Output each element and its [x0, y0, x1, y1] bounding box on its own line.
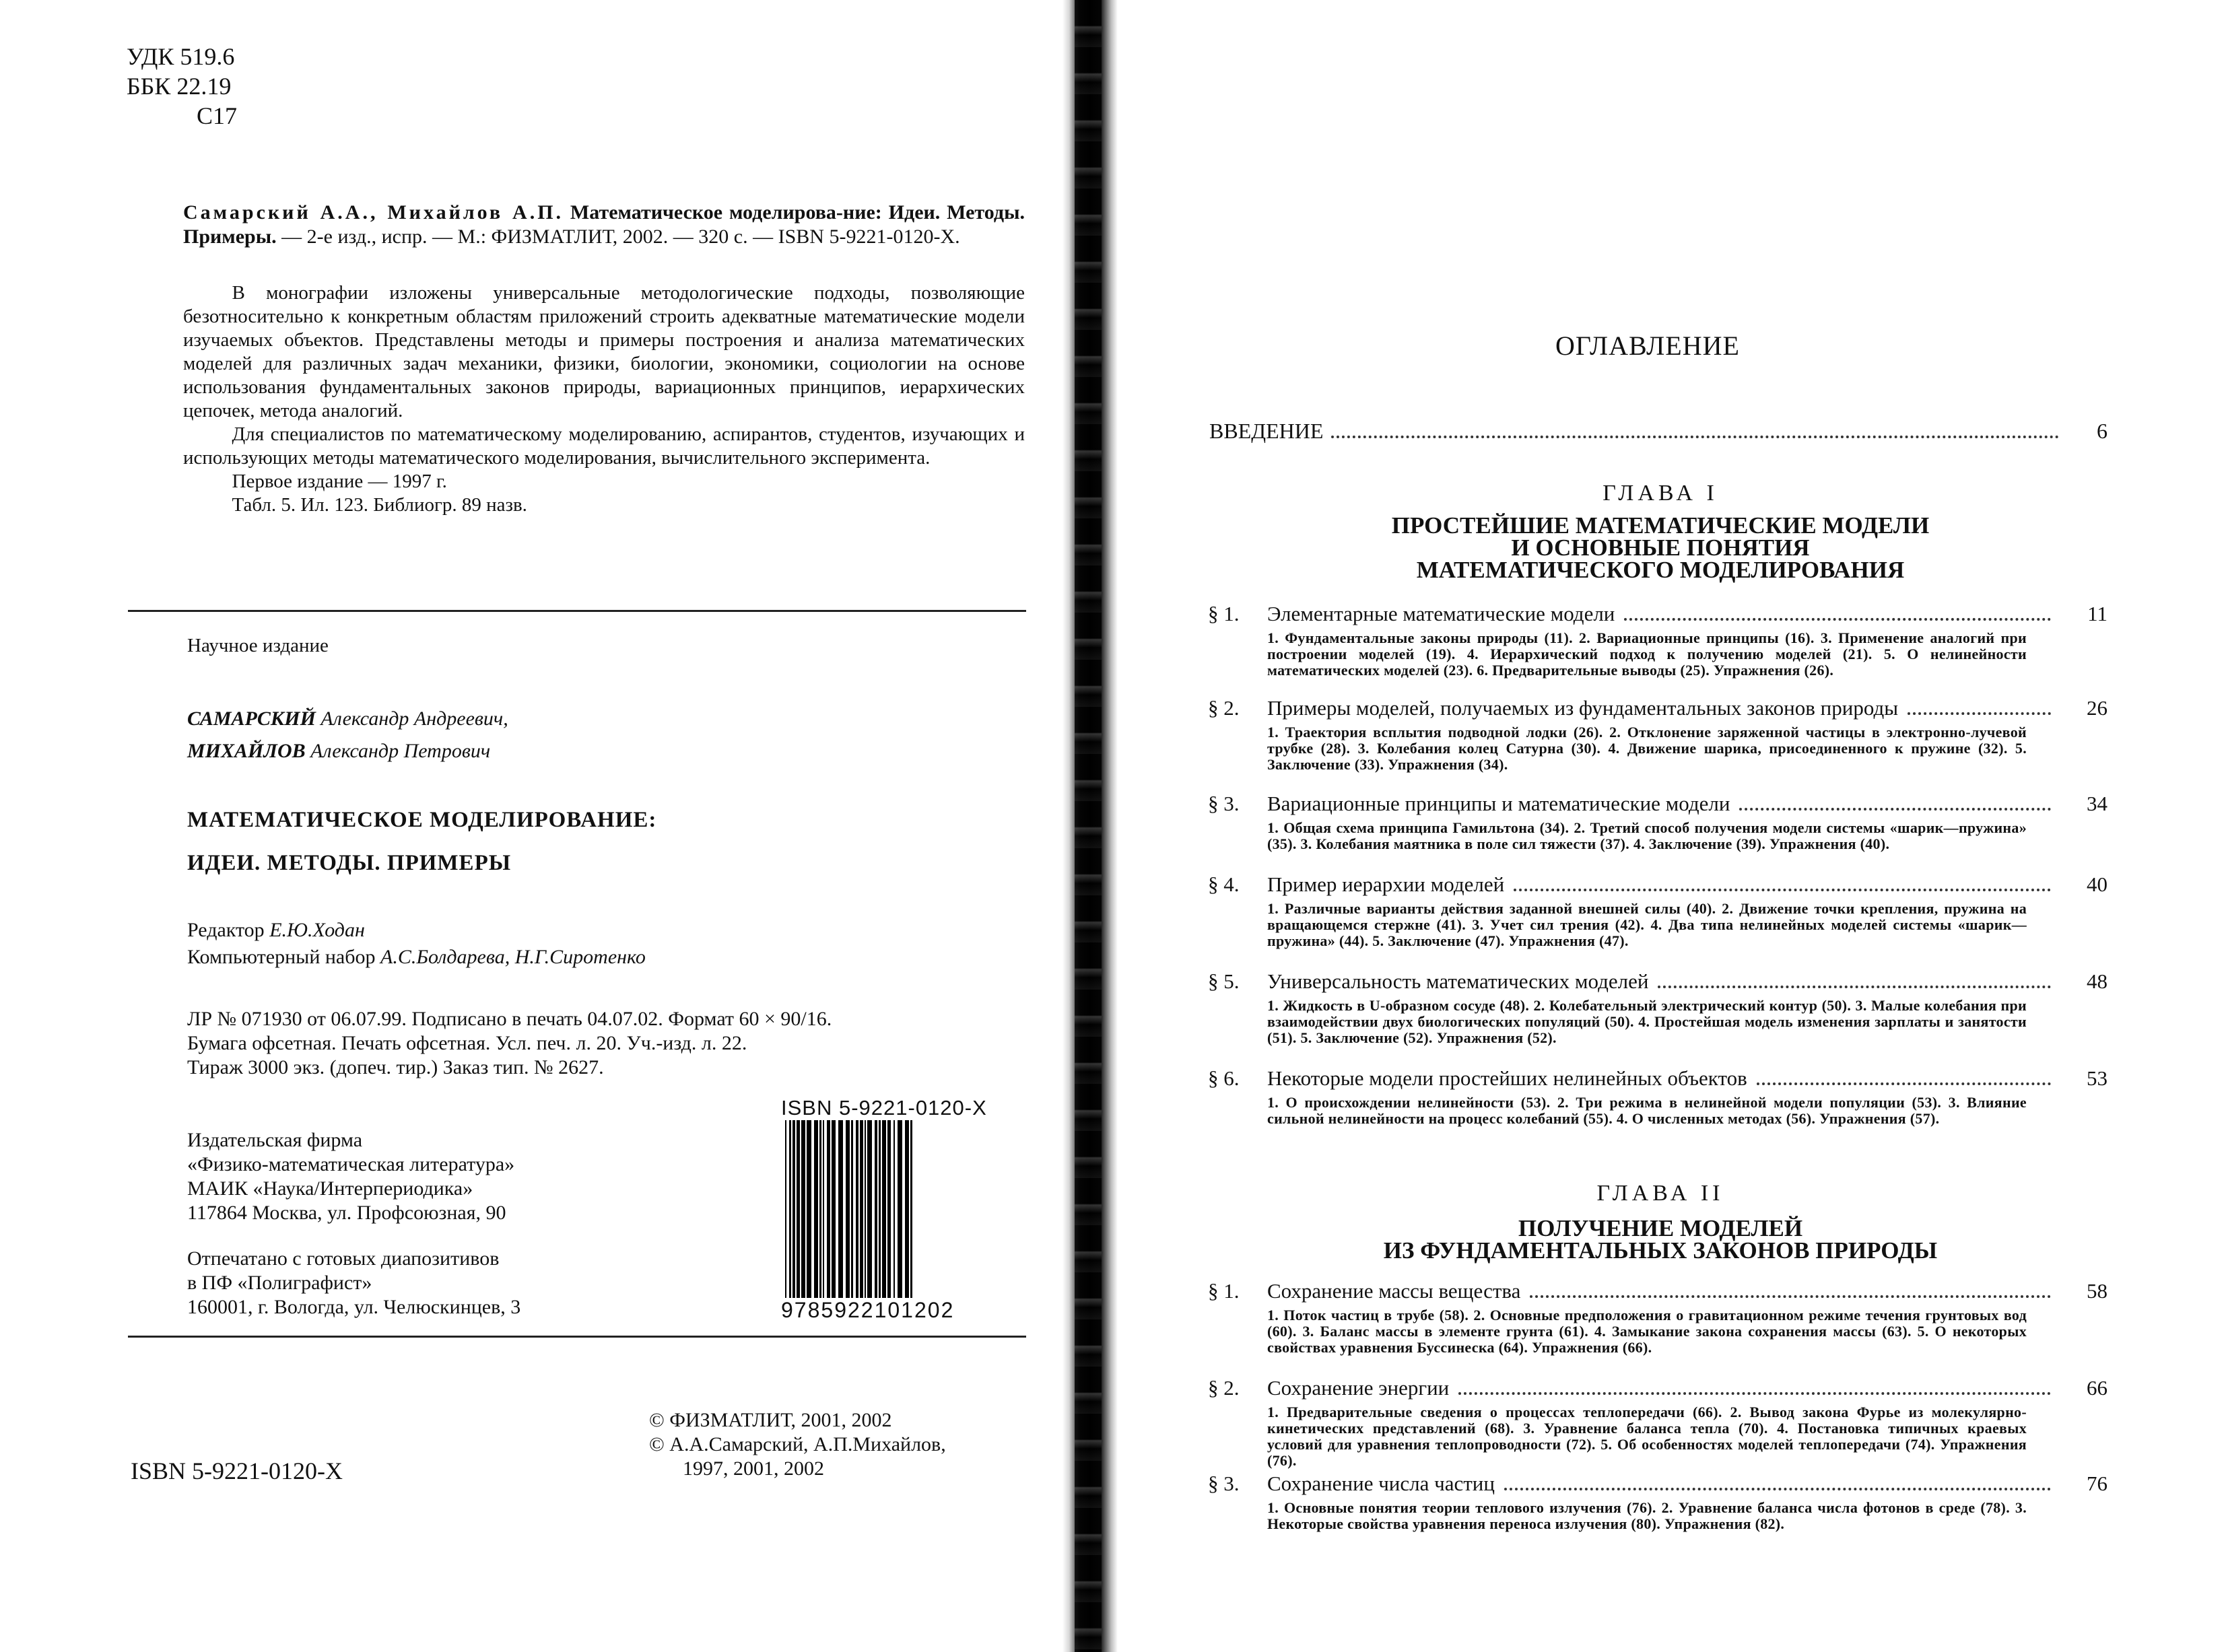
typeset-names: А.С.Болдарева, Н.Г.Сиротенко	[380, 946, 646, 968]
barcode-bar	[807, 1120, 811, 1298]
barcode-bar	[832, 1120, 836, 1298]
chapter-title-line: И ОСНОВНЫЕ ПОНЯТИЯ	[1511, 535, 1810, 561]
copyright-line: 1997, 2001, 2002	[683, 1457, 824, 1480]
author-1-surname: САМАРСКИЙ	[187, 708, 316, 730]
toc-section[interactable]	[1208, 1066, 2107, 1091]
toc-section[interactable]	[1208, 1376, 2107, 1400]
toc-section[interactable]	[1208, 1472, 2107, 1496]
section-subitems: 1. Различные варианты действия заданной внешней силы (40). 2. Движение точки крепления, пружина на вращающемся стержне (41). 3. Учет сил трения (42). 4. Два типа нелинейных моделей системы «шарик—пружина» (44). 5. Заключение (47). Упражнения (47).	[1267, 900, 2027, 949]
bibliographic-description	[183, 201, 1025, 249]
printer-line: 160001, г. Вологда, ул. Челюскинцев, 3	[187, 1296, 521, 1318]
barcode-bar	[875, 1120, 877, 1298]
barcode-bar	[823, 1120, 824, 1298]
edition-type: Научное издание	[187, 635, 329, 656]
book-spine-shadow	[1075, 0, 1102, 1652]
barcode-isbn: ISBN 5-9221-0120-X	[781, 1096, 987, 1120]
printer-block	[187, 1247, 520, 1319]
toc-intro-label: ВВЕДЕНИЕ	[1209, 419, 1324, 443]
first-edition: Первое издание — 1997 г.	[232, 471, 447, 492]
toc-page-number: 53	[2087, 1066, 2107, 1090]
author-2	[187, 735, 508, 767]
section-number: § 3.	[1208, 1472, 1240, 1495]
barcode-number: 9785922101202	[781, 1298, 955, 1322]
biblio-title: Математическое моделирова-ние: Идеи. Методы. Примеры.	[183, 201, 1025, 248]
isbn: ISBN 5-9221-0120-X	[131, 1457, 343, 1484]
barcode-bar	[882, 1120, 886, 1298]
bbk-code: ББК 22.19	[127, 73, 232, 100]
section-title: Примеры моделей, получаемых из фундаментальных законов природы	[1267, 696, 1899, 720]
publisher-line: МАИК «Наука/Интерпериодика»	[187, 1177, 473, 1200]
section-subitems: 1. Предварительные сведения о процессах теплопередачи (66). 2. Вывод закона Фурье из молекулярно-кинетических представлений (68). 3. Уравнение баланса тепла (70). 4. Постановка типичных краевых условий для уравнения теплопроводности (72). 5. Об особенностях моделей теплопередачи (74). Упражнения (76).	[1267, 1404, 2027, 1469]
toc-page-number: 6	[2097, 419, 2107, 443]
dot-leader	[1624, 618, 2051, 621]
barcode-bar	[879, 1120, 881, 1298]
pub-data-line: Тираж 3000 экз. (допеч. тир.) Заказ тип. № 2627.	[187, 1056, 604, 1078]
barcode-bar	[910, 1120, 912, 1298]
book-title-line: ИДЕИ. МЕТОДЫ. ПРИМЕРЫ	[187, 851, 512, 875]
section-title: Универсальность математических моделей	[1267, 969, 1649, 993]
biblio-rest: — 2-е изд., испр. — М.: ФИЗМАТЛИТ, 2002. — 320 с. — ISBN 5-9221-0120-X.	[281, 226, 960, 248]
annotation-paragraph: Для специалистов по математическому моделированию, аспирантов, студентов, изучающих и использующих методы математического моделирования, вычислительного эксперимента.	[183, 423, 1025, 469]
barcode-bar	[860, 1120, 863, 1298]
toc-page-number: 34	[2087, 792, 2107, 815]
barcode-bar	[846, 1120, 850, 1298]
barcode-bar	[792, 1120, 795, 1298]
author-2-surname: МИХАЙЛОВ	[187, 740, 306, 762]
section-number: § 5.	[1208, 969, 1240, 993]
section-title: Сохранение числа частиц	[1267, 1472, 1495, 1495]
toc-section[interactable]	[1208, 602, 2107, 626]
toc-intro[interactable]	[1209, 419, 2107, 444]
copyright-line: © А.А.Самарский, А.П.Михайлов,	[649, 1433, 946, 1455]
editor-label: Редактор	[187, 919, 265, 941]
publisher-line: 117864 Москва, ул. Профсоюзная, 90	[187, 1202, 506, 1224]
authors-block	[187, 703, 508, 767]
barcode-bar	[838, 1120, 843, 1298]
publisher-line: «Физико-математическая литература»	[187, 1153, 515, 1175]
section-number: § 3.	[1208, 792, 1240, 815]
dot-leader	[1331, 436, 2059, 438]
publication-data	[187, 1007, 832, 1080]
section-subitems: 1. Жидкость в U-образном сосуде (48). 2. Колебательный электрический контур (50). 3. Малые колебания при взаимодействии двух биологических популяций (50). 4. Простейшая модель изменения зарплаты и занятости (51). 5. Заключение (52). Упражнения (52).	[1267, 997, 2027, 1046]
section-subitems: 1. Траектория всплытия подводной лодки (26). 2. Отклонение заряженной частицы в электронно-лучевой трубке (28). 3. Колебания колец Сатурна (30). 4. Движение шарика, присоединенного к пружине (32). 5. Заключение (33). Упражнения (34).	[1267, 724, 2027, 773]
author-1	[187, 703, 508, 735]
section-subitems: 1. Фундаментальные законы природы (11). 2. Вариационные принципы (16). 3. Применение аналогий при построении моделей (19). 4. Иерархический подход к получению моделей (21). 5. О нелинейности математических моделей (23). 6. Предварительные выводы (25). Упражнения (26).	[1267, 629, 2027, 679]
classification-codes	[127, 42, 237, 131]
copyright-line: © ФИЗМАТЛИТ, 2001, 2002	[649, 1409, 892, 1431]
tables-info: Табл. 5. Ил. 123. Библиогр. 89 назв.	[232, 494, 527, 516]
dot-leader	[1458, 1392, 2051, 1395]
toc-page-number: 26	[2087, 696, 2107, 720]
dot-leader	[1514, 889, 2051, 891]
section-title: Пример иерархии моделей	[1267, 872, 1505, 896]
section-number: § 4.	[1208, 872, 1240, 896]
toc-section[interactable]	[1208, 872, 2107, 897]
printer-line: в ПФ «Полиграфист»	[187, 1272, 372, 1294]
pub-data-line: ЛР № 071930 от 06.07.99. Подписано в печать 04.07.02. Формат 60 × 90/16.	[187, 1008, 832, 1030]
section-subitems: 1. Общая схема принципа Гамильтона (34). 2. Третий способ получения модели системы «шарик—пружина» (35). 3. Колебания маятника в поле сил тяжести (37). 4. Заключение (39). Упражнения (40).	[1267, 819, 2027, 852]
dot-leader	[1530, 1295, 2051, 1298]
barcode-bar	[898, 1120, 902, 1298]
section-title: Сохранение массы вещества	[1267, 1279, 1521, 1303]
biblio-authors: Самарский А.А., Михайлов А.П.	[183, 201, 564, 223]
toc-section[interactable]	[1208, 969, 2107, 994]
section-number: § 6.	[1208, 1066, 1240, 1090]
dot-leader	[1504, 1488, 2051, 1490]
section-title: Некоторые модели простейших нелинейных объектов	[1267, 1066, 1747, 1090]
pub-data-line: Бумага офсетная. Печать офсетная. Усл. печ. л. 20. Уч.-изд. л. 22.	[187, 1032, 747, 1054]
section-title: Сохранение энергии	[1267, 1376, 1450, 1400]
chapter-1-label: ГЛАВА I	[1603, 481, 1718, 506]
typeset-line	[187, 944, 646, 971]
toc-title: ОГЛАВЛЕНИЕ	[1555, 331, 1740, 361]
chapter-title-line: ИЗ ФУНДАМЕНТАЛЬНЫХ ЗАКОНОВ ПРИРОДЫ	[1383, 1237, 1938, 1264]
barcode-bar	[856, 1120, 858, 1298]
editor-name: Е.Ю.Ходан	[269, 919, 365, 941]
section-number: § 1.	[1208, 602, 1240, 625]
section-number: § 2.	[1208, 1376, 1240, 1400]
barcode-bar	[797, 1120, 800, 1298]
chapter-title-line: ПРОСТЕЙШИЕ МАТЕМАТИЧЕСКИЕ МОДЕЛИ	[1391, 512, 1930, 539]
section-number: § 2.	[1208, 696, 1240, 720]
barcode-bar	[801, 1120, 805, 1298]
editors-block	[187, 917, 646, 971]
barcode	[781, 1096, 1014, 1323]
barcode-bar	[893, 1120, 895, 1298]
typeset-label: Компьютерный набор	[187, 946, 376, 968]
toc-page-number: 66	[2087, 1376, 2107, 1400]
barcode-bar	[851, 1120, 853, 1298]
barcode-bars	[781, 1120, 1014, 1298]
annotation-paragraph: В монографии изложены универсальные методологические подходы, позволяющие безотносительно к конкретным областям приложений строить адекватные математические модели изучаемых объектов. Представлены методы и примеры построения и анализа математических моделей для различных задач механики, физики, биологии, экономики, социологии на основе использования фундаментальных законов природы, вариационных принципов, иерархических цепочек, метода аналогий.	[183, 282, 1025, 421]
toc-section[interactable]	[1208, 792, 2107, 816]
publisher-line: Издательская фирма	[187, 1129, 363, 1151]
section-subitems: 1. Основные понятия теории теплового излучения (76). 2. Уравнение баланса числа фотонов в среде (78). 3. Некоторые свойства уравнения переноса излучения (80). Упражнения (82).	[1267, 1499, 2027, 1532]
chapter-2-title	[1290, 1217, 2031, 1262]
publisher-block	[187, 1128, 514, 1225]
barcode-bar	[887, 1120, 891, 1298]
chapter-1-title	[1290, 514, 2031, 581]
barcode-bar	[865, 1120, 866, 1298]
toc-page-number: 58	[2087, 1279, 2107, 1303]
author-1-name: Александр Андреевич,	[321, 708, 508, 730]
toc-section[interactable]	[1208, 696, 2107, 720]
chapter-title-line: МАТЕМАТИЧЕСКОГО МОДЕЛИРОВАНИЯ	[1416, 557, 1905, 583]
section-number: § 1.	[1208, 1279, 1240, 1303]
toc-page-number: 76	[2087, 1472, 2107, 1495]
book-title	[187, 798, 656, 885]
annotation	[183, 281, 1025, 517]
printer-line: Отпечатано с готовых диапозитивов	[187, 1247, 500, 1270]
dot-leader	[1658, 986, 2051, 988]
barcode-bar	[905, 1120, 909, 1298]
dot-leader	[1908, 712, 2051, 715]
author-mark: С17	[197, 102, 238, 129]
barcode-bar	[819, 1120, 821, 1298]
author-2-name: Александр Петрович	[310, 740, 491, 762]
editor-line	[187, 917, 646, 944]
left-page	[0, 0, 1077, 1652]
copyright-block	[649, 1408, 946, 1481]
dot-leader	[1757, 1082, 2051, 1085]
barcode-bar	[867, 1120, 872, 1298]
toc-page-number: 40	[2087, 872, 2107, 896]
book-title-line: МАТЕМАТИЧЕСКОЕ МОДЕЛИРОВАНИЕ:	[187, 808, 657, 832]
toc-page-number: 48	[2087, 969, 2107, 993]
chapter-2-label: ГЛАВА II	[1596, 1181, 1724, 1206]
dot-leader	[1739, 808, 2051, 811]
barcode-bar	[785, 1120, 786, 1298]
barcode-bar	[814, 1120, 818, 1298]
divider	[128, 1336, 1026, 1338]
divider	[128, 610, 1026, 612]
section-subitems: 1. О происхождении нелинейности (53). 2. Три режима в нелинейной модели популяции (53). 3. Влияние сильной нелинейности на процесс колебаний (55). 4. О численных методах (56). Упражнения (57).	[1267, 1094, 2027, 1127]
barcode-bar	[789, 1120, 791, 1298]
toc-section[interactable]	[1208, 1279, 2107, 1303]
udk-code: УДК 519.6	[127, 43, 235, 70]
toc-page-number: 11	[2087, 602, 2107, 625]
section-title: Вариационные принципы и математические модели	[1267, 792, 1730, 815]
barcode-bar	[827, 1120, 830, 1298]
section-title: Элементарные математические модели	[1267, 602, 1615, 625]
chapter-title-line: ПОЛУЧЕНИЕ МОДЕЛЕЙ	[1518, 1215, 1803, 1241]
section-subitems: 1. Поток частиц в трубе (58). 2. Основные предположения о гравитационном режиме течения грунтовых вод (60). 3. Баланс массы в элементе грунта (61). 4. Замыкание закона сохранения массы (63). 5. О некоторых свойствах уравнения Буссинеска (64). Упражнения (66).	[1267, 1307, 2027, 1356]
